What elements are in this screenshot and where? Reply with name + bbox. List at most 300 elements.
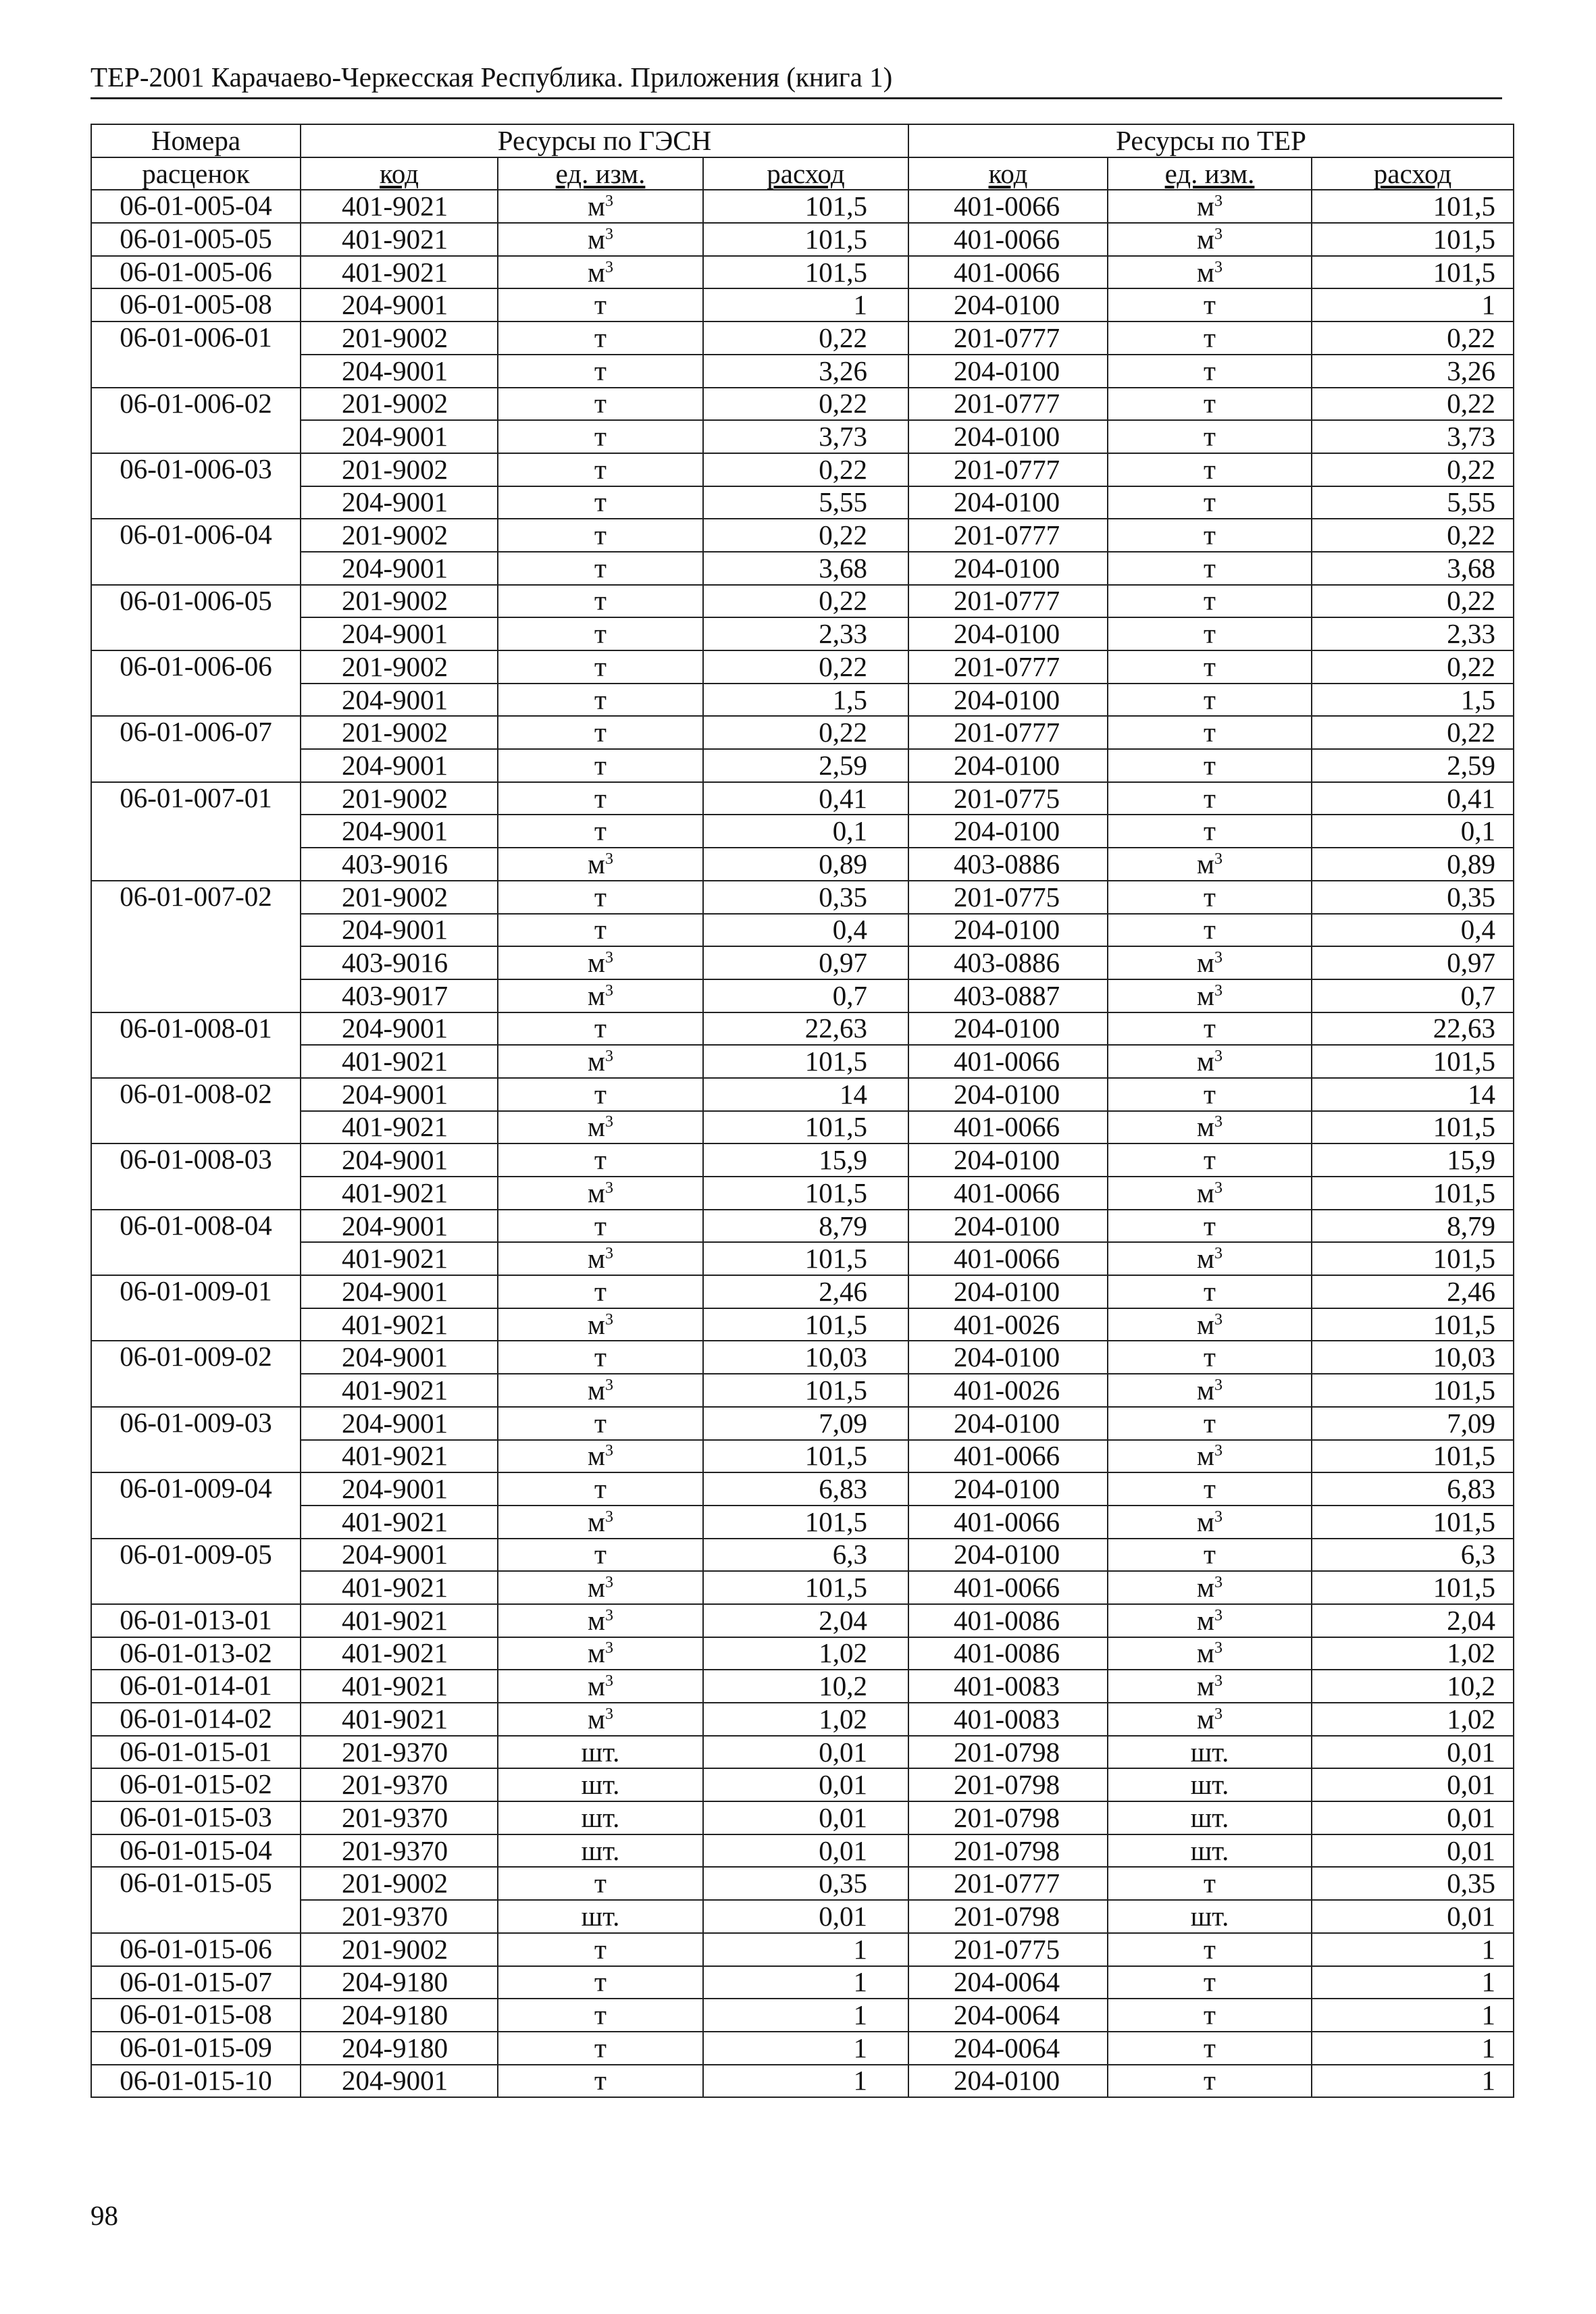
gesn-code-cell: 401-9021 — [301, 1506, 498, 1539]
gesn-amount-cell: 101,5 — [703, 256, 908, 289]
gesn-amount-cell: 0,22 — [703, 322, 908, 355]
ter-amount-cell: 101,5 — [1312, 223, 1514, 256]
ter-code-cell: 401-0086 — [908, 1637, 1108, 1670]
gesn-unit-cell: $м^3$ — [498, 1506, 703, 1539]
gesn-amount-cell: 7,09 — [703, 1407, 908, 1440]
rate-number-cell: 06-01-009-02 — [91, 1341, 301, 1406]
ter-code-cell: 201-0777 — [908, 519, 1108, 552]
ter-unit-cell: $м^3$ — [1108, 1177, 1312, 1210]
table-row — [91, 1111, 1514, 1144]
gesn-unit-cell: $м^3$ — [498, 1111, 703, 1144]
gesn-code-cell: 201-9002 — [301, 388, 498, 421]
gesn-unit-cell: т — [498, 2032, 703, 2065]
rate-number-cell: 06-01-009-04 — [91, 1472, 301, 1538]
gesn-amount-cell: 101,5 — [703, 1045, 908, 1078]
rate-number-cell: 06-01-015-07 — [91, 1966, 301, 1999]
table-row — [91, 1999, 1514, 2032]
ter-unit-cell: т — [1108, 453, 1312, 486]
gesn-amount-cell: 0,22 — [703, 716, 908, 749]
ter-amount-cell: 101,5 — [1312, 1374, 1514, 1407]
gesn-unit-cell: т — [498, 1341, 703, 1374]
gesn-code-cell: 204-9001 — [301, 617, 498, 650]
ter-unit-cell: $м^3$ — [1108, 1242, 1312, 1275]
gesn-amount-cell: 8,79 — [703, 1210, 908, 1243]
table-row — [91, 486, 1514, 519]
gesn-unit-cell: т — [498, 453, 703, 486]
rate-number-cell: 06-01-007-02 — [91, 881, 301, 1012]
gesn-unit-cell: т — [498, 782, 703, 815]
ter-unit-cell: $м^3$ — [1108, 1571, 1312, 1604]
gesn-unit-cell: т — [498, 519, 703, 552]
ter-code-cell: 204-0100 — [908, 552, 1108, 585]
gesn-unit-cell: $м^3$ — [498, 1604, 703, 1637]
ter-unit-cell: т — [1108, 914, 1312, 947]
ter-amount-cell: 1 — [1312, 288, 1514, 322]
ter-code-cell: 204-0100 — [908, 1012, 1108, 1046]
gesn-code-cell: 403-9016 — [301, 848, 498, 881]
ter-unit-cell: шт. — [1108, 1834, 1312, 1868]
ter-unit-cell: т — [1108, 749, 1312, 782]
ter-code-cell: 401-0066 — [908, 1045, 1108, 1078]
gesn-unit-cell: т — [498, 1999, 703, 2032]
ter-amount-cell: 10,2 — [1312, 1670, 1514, 1703]
gesn-amount-cell: 3,68 — [703, 552, 908, 585]
rate-number-cell: 06-01-015-06 — [91, 1933, 301, 1966]
ter-unit-cell: т — [1108, 716, 1312, 749]
ter-unit-cell: т — [1108, 1012, 1312, 1046]
table-row — [91, 684, 1514, 717]
ter-amount-cell: 0,22 — [1312, 650, 1514, 684]
gesn-unit-cell: шт. — [498, 1801, 703, 1834]
gesn-unit-cell: т — [498, 1472, 703, 1506]
ter-amount-cell: 101,5 — [1312, 1177, 1514, 1210]
gesn-code-cell: 201-9002 — [301, 881, 498, 914]
gesn-amount-cell: 14 — [703, 1078, 908, 1111]
ter-amount-cell: 2,04 — [1312, 1604, 1514, 1637]
gesn-amount-cell: 0,7 — [703, 979, 908, 1012]
ter-code-cell: 201-0777 — [908, 322, 1108, 355]
ter-unit-cell: т — [1108, 420, 1312, 453]
gesn-amount-cell: 2,59 — [703, 749, 908, 782]
table-row — [91, 1177, 1514, 1210]
ter-code-cell: 204-0100 — [908, 1275, 1108, 1308]
ter-unit-cell: т — [1108, 1867, 1312, 1900]
ter-unit-cell: т — [1108, 1933, 1312, 1966]
table-row — [91, 1736, 1514, 1769]
table-row — [91, 585, 1514, 618]
gesn-amount-cell: 2,04 — [703, 1604, 908, 1637]
gesn-amount-cell: 0,97 — [703, 946, 908, 979]
gesn-code-cell: 204-9001 — [301, 420, 498, 453]
ter-amount-cell: 101,5 — [1312, 1308, 1514, 1341]
ter-unit-cell: $м^3$ — [1108, 1374, 1312, 1407]
table-row — [91, 519, 1514, 552]
gesn-code-cell: 401-9021 — [301, 1440, 498, 1473]
page-number: 98 — [91, 2200, 118, 2231]
table-row — [91, 914, 1514, 947]
gesn-amount-cell: 0,89 — [703, 848, 908, 881]
rate-number-cell: 06-01-006-02 — [91, 388, 301, 453]
ter-code-cell: 204-0100 — [908, 684, 1108, 717]
ter-amount-cell: 101,5 — [1312, 1111, 1514, 1144]
table-row — [91, 1275, 1514, 1308]
gesn-amount-cell: 101,5 — [703, 1506, 908, 1539]
table-row — [91, 355, 1514, 388]
ter-code-cell: 201-0777 — [908, 388, 1108, 421]
gesn-amount-cell: 3,73 — [703, 420, 908, 453]
gesn-amount-cell: 10,2 — [703, 1670, 908, 1703]
ter-amount-cell: 10,03 — [1312, 1341, 1514, 1374]
ter-code-cell: 403-0886 — [908, 848, 1108, 881]
ter-amount-cell: 1 — [1312, 2065, 1514, 2098]
rate-number-cell: 06-01-006-04 — [91, 519, 301, 584]
ter-unit-cell: т — [1108, 1966, 1312, 1999]
gesn-amount-cell: 0,22 — [703, 519, 908, 552]
gesn-code-cell: 204-9001 — [301, 288, 498, 322]
ter-unit-cell: т — [1108, 1210, 1312, 1243]
gesn-code-cell: 201-9002 — [301, 1933, 498, 1966]
ter-amount-cell: 0,01 — [1312, 1768, 1514, 1801]
rate-number-header-bottom: расценок — [91, 157, 301, 190]
table-row — [91, 223, 1514, 256]
gesn-code-cell: 201-9370 — [301, 1834, 498, 1868]
table-row — [91, 322, 1514, 355]
table-row — [91, 1308, 1514, 1341]
table-row — [91, 1045, 1514, 1078]
gesn-amount-cell: 3,26 — [703, 355, 908, 388]
gesn-unit-header: ед. изм. — [498, 157, 703, 190]
gesn-code-cell: 401-9021 — [301, 1111, 498, 1144]
ter-code-cell: 204-0100 — [908, 355, 1108, 388]
ter-code-cell: 204-0064 — [908, 1966, 1108, 1999]
gesn-amount-cell: 1 — [703, 288, 908, 322]
rate-number-cell: 06-01-009-03 — [91, 1407, 301, 1472]
ter-amount-cell: 1 — [1312, 1966, 1514, 1999]
gesn-unit-cell: т — [498, 2065, 703, 2098]
gesn-code-cell: 401-9021 — [301, 1374, 498, 1407]
gesn-code-cell: 201-9002 — [301, 782, 498, 815]
gesn-unit-cell: т — [498, 617, 703, 650]
table-row — [91, 1143, 1514, 1177]
table-row — [91, 288, 1514, 322]
ter-unit-cell: т — [1108, 815, 1312, 848]
rate-number-cell: 06-01-015-02 — [91, 1768, 301, 1801]
ter-amount-cell: 1,02 — [1312, 1637, 1514, 1670]
gesn-amount-cell: 0,35 — [703, 1867, 908, 1900]
ter-unit-cell: т — [1108, 2032, 1312, 2065]
gesn-unit-cell: $м^3$ — [498, 1308, 703, 1341]
ter-unit-cell: $м^3$ — [1108, 1506, 1312, 1539]
gesn-amount-cell: 101,5 — [703, 190, 908, 223]
ter-code-cell: 401-0066 — [908, 256, 1108, 289]
ter-code-cell: 204-0100 — [908, 1472, 1108, 1506]
ter-amount-cell: 1,5 — [1312, 684, 1514, 717]
gesn-amount-cell: 10,03 — [703, 1341, 908, 1374]
rate-number-cell: 06-01-015-01 — [91, 1736, 301, 1769]
table-row — [91, 1768, 1514, 1801]
rate-number-cell: 06-01-015-10 — [91, 2065, 301, 2098]
ter-unit-cell: $м^3$ — [1108, 1045, 1312, 1078]
ter-amount-cell: 0,35 — [1312, 881, 1514, 914]
gesn-unit-cell: т — [498, 322, 703, 355]
ter-unit-cell: т — [1108, 552, 1312, 585]
gesn-amount-cell: 2,46 — [703, 1275, 908, 1308]
table-row — [91, 1801, 1514, 1834]
gesn-unit-cell: $м^3$ — [498, 1637, 703, 1670]
ter-code-cell: 401-0026 — [908, 1308, 1108, 1341]
table-row — [91, 388, 1514, 421]
ter-code-cell: 204-0100 — [908, 288, 1108, 322]
ter-code-cell: 201-0775 — [908, 881, 1108, 914]
ter-unit-cell: т — [1108, 1275, 1312, 1308]
gesn-code-cell: 201-9002 — [301, 716, 498, 749]
ter-code-cell: 401-0066 — [908, 190, 1108, 223]
gesn-amount-cell: 15,9 — [703, 1143, 908, 1177]
rate-number-cell: 06-01-008-03 — [91, 1143, 301, 1209]
ter-amount-cell: 101,5 — [1312, 1242, 1514, 1275]
gesn-resources-header: Ресурсы по ГЭСН — [301, 124, 908, 157]
rate-number-cell: 06-01-006-07 — [91, 716, 301, 781]
ter-unit-cell: т — [1108, 2065, 1312, 2098]
ter-amount-cell: 2,33 — [1312, 617, 1514, 650]
gesn-unit-cell: т — [498, 1210, 703, 1243]
gesn-code-cell: 204-9001 — [301, 486, 498, 519]
gesn-amount-cell: 0,22 — [703, 585, 908, 618]
gesn-unit-cell: т — [498, 420, 703, 453]
ter-code-cell: 201-0777 — [908, 585, 1108, 618]
gesn-amount-cell: 0,1 — [703, 815, 908, 848]
rate-number-cell: 06-01-008-02 — [91, 1078, 301, 1143]
rate-number-cell: 06-01-009-01 — [91, 1275, 301, 1341]
ter-code-cell: 401-0026 — [908, 1374, 1108, 1407]
gesn-unit-cell: $м^3$ — [498, 848, 703, 881]
table-row — [91, 650, 1514, 684]
rate-number-cell: 06-01-005-04 — [91, 190, 301, 223]
gesn-unit-cell: т — [498, 1143, 703, 1177]
gesn-code-cell: 401-9021 — [301, 1177, 498, 1210]
gesn-unit-cell: $м^3$ — [498, 1571, 703, 1604]
ter-code-cell: 201-0798 — [908, 1834, 1108, 1868]
ter-unit-cell: т — [1108, 519, 1312, 552]
ter-code-cell: 204-0100 — [908, 1341, 1108, 1374]
table-row — [91, 190, 1514, 223]
ter-code-cell: 403-0886 — [908, 946, 1108, 979]
gesn-unit-cell: $м^3$ — [498, 190, 703, 223]
gesn-amount-cell: 0,01 — [703, 1736, 908, 1769]
ter-code-cell: 201-0777 — [908, 453, 1108, 486]
ter-amount-cell: 101,5 — [1312, 1045, 1514, 1078]
gesn-amount-cell: 1 — [703, 1966, 908, 1999]
ter-unit-cell: т — [1108, 684, 1312, 717]
rate-number-cell: 06-01-006-06 — [91, 650, 301, 716]
ter-amount-cell: 0,22 — [1312, 388, 1514, 421]
ter-code-cell: 204-0100 — [908, 749, 1108, 782]
ter-code-cell: 204-0100 — [908, 815, 1108, 848]
gesn-code-cell: 201-9002 — [301, 453, 498, 486]
gesn-code-cell: 204-9001 — [301, 1078, 498, 1111]
gesn-code-cell: 201-9002 — [301, 322, 498, 355]
ter-amount-header: расход — [1312, 157, 1514, 190]
ter-unit-cell: шт. — [1108, 1768, 1312, 1801]
gesn-unit-cell: $м^3$ — [498, 1177, 703, 1210]
ter-amount-cell: 1,02 — [1312, 1703, 1514, 1736]
ter-resources-header: Ресурсы по ТЕР — [908, 124, 1514, 157]
gesn-unit-cell: $м^3$ — [498, 1045, 703, 1078]
gesn-amount-cell: 22,63 — [703, 1012, 908, 1046]
ter-amount-cell: 0,22 — [1312, 453, 1514, 486]
table-row — [91, 1900, 1514, 1933]
rate-number-header-top: Номера — [91, 124, 301, 157]
gesn-amount-cell: 0,22 — [703, 388, 908, 421]
gesn-unit-cell: $м^3$ — [498, 1242, 703, 1275]
ter-code-cell: 204-0100 — [908, 486, 1108, 519]
rate-number-cell: 06-01-005-06 — [91, 256, 301, 289]
gesn-unit-cell: т — [498, 716, 703, 749]
ter-code-cell: 401-0066 — [908, 1242, 1108, 1275]
gesn-amount-cell: 101,5 — [703, 1440, 908, 1473]
ter-amount-cell: 0,41 — [1312, 782, 1514, 815]
rate-number-cell: 06-01-006-01 — [91, 322, 301, 387]
ter-code-cell: 401-0066 — [908, 1571, 1108, 1604]
gesn-unit-cell: шт. — [498, 1768, 703, 1801]
ter-unit-cell: т — [1108, 585, 1312, 618]
gesn-amount-cell: 0,41 — [703, 782, 908, 815]
gesn-unit-cell: т — [498, 1012, 703, 1046]
gesn-amount-cell: 6,3 — [703, 1539, 908, 1572]
ter-amount-cell: 0,4 — [1312, 914, 1514, 947]
table-row — [91, 716, 1514, 749]
ter-code-cell: 401-0066 — [908, 223, 1108, 256]
gesn-amount-cell: 1 — [703, 2065, 908, 2098]
ter-amount-cell: 0,7 — [1312, 979, 1514, 1012]
ter-amount-cell: 22,63 — [1312, 1012, 1514, 1046]
gesn-unit-cell: т — [498, 650, 703, 684]
rate-number-cell: 06-01-005-08 — [91, 288, 301, 322]
gesn-code-cell: 201-9002 — [301, 1867, 498, 1900]
ter-amount-cell: 3,73 — [1312, 420, 1514, 453]
ter-code-cell: 204-0100 — [908, 1143, 1108, 1177]
ter-unit-cell: шт. — [1108, 1736, 1312, 1769]
table-row — [91, 1834, 1514, 1868]
rate-number-cell: 06-01-013-01 — [91, 1604, 301, 1637]
ter-amount-cell: 0,01 — [1312, 1801, 1514, 1834]
ter-unit-cell: т — [1108, 881, 1312, 914]
ter-unit-cell: $м^3$ — [1108, 223, 1312, 256]
gesn-code-header: код — [301, 157, 498, 190]
gesn-amount-cell: 0,01 — [703, 1801, 908, 1834]
ter-amount-cell: 0,01 — [1312, 1900, 1514, 1933]
table-row — [91, 420, 1514, 453]
gesn-unit-cell: т — [498, 815, 703, 848]
gesn-code-cell: 204-9001 — [301, 1275, 498, 1308]
ter-unit-cell: т — [1108, 1078, 1312, 1111]
table-row — [91, 2032, 1514, 2065]
gesn-amount-cell: 0,01 — [703, 1768, 908, 1801]
gesn-code-cell: 401-9021 — [301, 1308, 498, 1341]
ter-code-cell: 201-0775 — [908, 782, 1108, 815]
gesn-unit-cell: т — [498, 1966, 703, 1999]
gesn-code-cell: 204-9001 — [301, 1210, 498, 1243]
table-row — [91, 1604, 1514, 1637]
rate-number-cell: 06-01-015-08 — [91, 1999, 301, 2032]
ter-code-cell: 204-0100 — [908, 1539, 1108, 1572]
ter-unit-cell: т — [1108, 1472, 1312, 1506]
gesn-amount-cell: 101,5 — [703, 1177, 908, 1210]
table-row — [91, 1933, 1514, 1966]
gesn-amount-cell: 6,83 — [703, 1472, 908, 1506]
ter-amount-cell: 14 — [1312, 1078, 1514, 1111]
gesn-unit-cell: т — [498, 1539, 703, 1572]
table-row — [91, 1571, 1514, 1604]
table-row — [91, 1637, 1514, 1670]
gesn-unit-cell: $м^3$ — [498, 1670, 703, 1703]
ter-code-cell: 204-0100 — [908, 420, 1108, 453]
gesn-code-cell: 204-9001 — [301, 2065, 498, 2098]
gesn-code-cell: 204-9001 — [301, 684, 498, 717]
gesn-amount-cell: 0,01 — [703, 1834, 908, 1868]
ter-code-header: код — [908, 157, 1108, 190]
ter-unit-cell: $м^3$ — [1108, 1604, 1312, 1637]
rate-number-cell: 06-01-015-04 — [91, 1834, 301, 1868]
ter-unit-cell: $м^3$ — [1108, 190, 1312, 223]
gesn-unit-cell: т — [498, 749, 703, 782]
gesn-code-cell: 201-9370 — [301, 1736, 498, 1769]
table-row — [91, 1407, 1514, 1440]
gesn-amount-cell: 1,5 — [703, 684, 908, 717]
gesn-code-cell: 401-9021 — [301, 223, 498, 256]
gesn-amount-cell: 1,02 — [703, 1637, 908, 1670]
ter-unit-cell: $м^3$ — [1108, 1637, 1312, 1670]
table-row — [91, 1670, 1514, 1703]
gesn-amount-cell: 101,5 — [703, 1111, 908, 1144]
gesn-unit-cell: т — [498, 1867, 703, 1900]
table-row — [91, 749, 1514, 782]
ter-amount-cell: 0,22 — [1312, 322, 1514, 355]
ter-amount-cell: 1 — [1312, 1999, 1514, 2032]
ter-code-cell: 403-0887 — [908, 979, 1108, 1012]
gesn-code-cell: 204-9001 — [301, 1012, 498, 1046]
table-row — [91, 782, 1514, 815]
gesn-amount-cell: 0,4 — [703, 914, 908, 947]
gesn-amount-cell: 1 — [703, 1999, 908, 2032]
gesn-amount-cell: 1 — [703, 1933, 908, 1966]
ter-unit-cell: шт. — [1108, 1900, 1312, 1933]
gesn-unit-cell: шт. — [498, 1900, 703, 1933]
ter-unit-cell: т — [1108, 1143, 1312, 1177]
ter-unit-cell: т — [1108, 288, 1312, 322]
gesn-code-cell: 401-9021 — [301, 1637, 498, 1670]
table-row — [91, 946, 1514, 979]
gesn-amount-cell: 101,5 — [703, 1242, 908, 1275]
ter-unit-cell: $м^3$ — [1108, 1440, 1312, 1473]
table-row — [91, 881, 1514, 914]
ter-unit-cell: т — [1108, 486, 1312, 519]
table-row — [91, 979, 1514, 1012]
ter-amount-cell: 101,5 — [1312, 1571, 1514, 1604]
gesn-unit-cell: $м^3$ — [498, 1374, 703, 1407]
table-row — [91, 1440, 1514, 1473]
ter-amount-cell: 6,83 — [1312, 1472, 1514, 1506]
ter-amount-cell: 1 — [1312, 2032, 1514, 2065]
ter-unit-cell: т — [1108, 1999, 1312, 2032]
ter-unit-cell: $м^3$ — [1108, 1308, 1312, 1341]
ter-amount-cell: 1 — [1312, 1933, 1514, 1966]
gesn-amount-cell: 1,02 — [703, 1703, 908, 1736]
gesn-amount-cell: 2,33 — [703, 617, 908, 650]
gesn-code-cell: 401-9021 — [301, 190, 498, 223]
ter-code-cell: 204-0100 — [908, 1078, 1108, 1111]
ter-unit-cell: т — [1108, 1341, 1312, 1374]
